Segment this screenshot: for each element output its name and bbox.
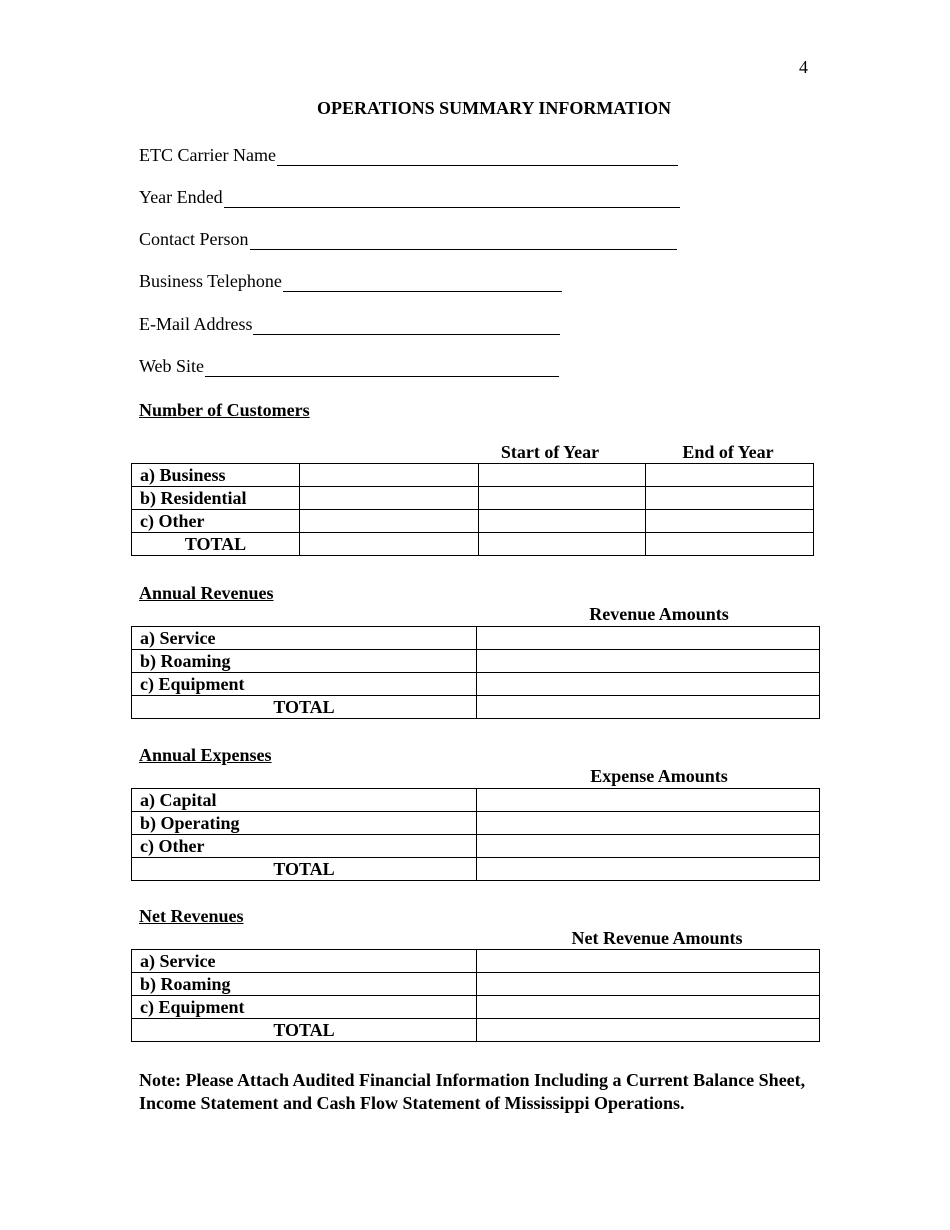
table-row [132, 533, 814, 556]
web-site-input[interactable] [205, 360, 559, 377]
revenues-table [131, 626, 820, 719]
row-label-total: TOTAL [132, 696, 477, 719]
customers-start-cell[interactable] [479, 487, 646, 510]
table-row [132, 789, 820, 812]
customers-extra-cell[interactable] [300, 464, 479, 487]
revenue-amount-cell[interactable] [477, 627, 820, 650]
row-label: c) Equipment [132, 673, 477, 696]
col-expense-amounts: Expense Amounts [590, 766, 728, 786]
col-revenue-amounts: Revenue Amounts [589, 604, 729, 624]
row-label: b) Operating [132, 812, 477, 835]
revenues-heading: Annual Revenues [139, 583, 274, 603]
row-label: c) Other [132, 510, 300, 533]
field-contact-person [139, 229, 677, 250]
customers-extra-cell[interactable] [300, 510, 479, 533]
col-net-revenue-amounts: Net Revenue Amounts [571, 928, 743, 948]
field-carrier-name [139, 145, 678, 166]
row-label: a) Service [132, 627, 477, 650]
table-row [132, 464, 814, 487]
row-label-total: TOTAL [132, 533, 300, 556]
col-end-of-year: End of Year [682, 442, 774, 462]
table-row [132, 950, 820, 973]
field-label: ETC Carrier Name [139, 145, 276, 165]
row-label: b) Roaming [132, 973, 477, 996]
revenue-amount-cell[interactable] [477, 650, 820, 673]
row-label: b) Residential [132, 487, 300, 510]
net-revenues-table [131, 949, 820, 1042]
net-revenue-amount-cell[interactable] [477, 996, 820, 1019]
table-row [132, 487, 814, 510]
table-row [132, 858, 820, 881]
field-year-ended [139, 187, 680, 208]
net-revenues-heading: Net Revenues [139, 906, 244, 926]
customers-end-cell[interactable] [646, 533, 814, 556]
customers-table [131, 463, 814, 556]
revenue-amount-cell[interactable] [477, 673, 820, 696]
field-label: Year Ended [139, 187, 223, 207]
customers-end-cell[interactable] [646, 464, 814, 487]
row-label-total: TOTAL [132, 858, 477, 881]
customers-heading: Number of Customers [139, 400, 310, 420]
table-row [132, 1019, 820, 1042]
field-label: Web Site [139, 356, 205, 376]
field-email-address [139, 314, 560, 335]
revenue-amount-cell[interactable] [477, 696, 820, 719]
field-business-telephone [139, 271, 562, 292]
table-row [132, 696, 820, 719]
row-label: c) Equipment [132, 996, 477, 1019]
expenses-table [131, 788, 820, 881]
expense-amount-cell[interactable] [477, 858, 820, 881]
net-revenue-amount-cell[interactable] [477, 950, 820, 973]
field-label: E-Mail Address [139, 314, 253, 334]
customers-end-cell[interactable] [646, 510, 814, 533]
table-row [132, 650, 820, 673]
table-row [132, 996, 820, 1019]
table-row [132, 812, 820, 835]
customers-start-cell[interactable] [479, 464, 646, 487]
contact-person-input[interactable] [250, 233, 677, 250]
row-label: a) Service [132, 950, 477, 973]
page-title: OPERATIONS SUMMARY INFORMATION [316, 98, 672, 118]
attachment-note: Note: Please Attach Audited Financial Information Including a Current Balance Sheet, Income Statement and Cash Flow Statement of Mississippi Operations. [139, 1070, 806, 1113]
row-label: a) Capital [132, 789, 477, 812]
net-revenue-amount-cell[interactable] [477, 1019, 820, 1042]
table-row [132, 835, 820, 858]
table-row [132, 510, 814, 533]
field-label: Business Telephone [139, 271, 282, 291]
customers-extra-cell[interactable] [300, 533, 479, 556]
expense-amount-cell[interactable] [477, 835, 820, 858]
row-label: a) Business [132, 464, 300, 487]
col-start-of-year: Start of Year [500, 442, 600, 462]
expense-amount-cell[interactable] [477, 812, 820, 835]
year-ended-input[interactable] [224, 191, 680, 208]
carrier-name-input[interactable] [277, 149, 678, 166]
email-address-input[interactable] [253, 318, 560, 335]
table-row [132, 627, 820, 650]
row-label-total: TOTAL [132, 1019, 477, 1042]
business-telephone-input[interactable] [283, 275, 562, 292]
expenses-heading: Annual Expenses [139, 745, 272, 765]
page-number: 4 [799, 57, 808, 77]
field-label: Contact Person [139, 229, 249, 249]
customers-end-cell[interactable] [646, 487, 814, 510]
table-row [132, 673, 820, 696]
customers-extra-cell[interactable] [300, 487, 479, 510]
row-label: b) Roaming [132, 650, 477, 673]
field-web-site [139, 356, 559, 377]
table-row [132, 973, 820, 996]
net-revenue-amount-cell[interactable] [477, 973, 820, 996]
expense-amount-cell[interactable] [477, 789, 820, 812]
customers-start-cell[interactable] [479, 510, 646, 533]
row-label: c) Other [132, 835, 477, 858]
customers-start-cell[interactable] [479, 533, 646, 556]
